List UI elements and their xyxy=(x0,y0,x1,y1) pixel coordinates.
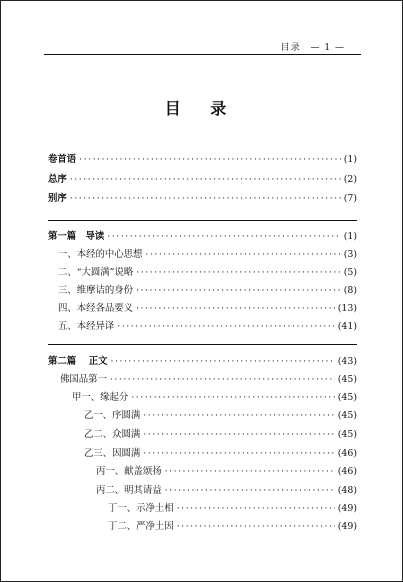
toc-entry-label: 丙一、献盖颂扬 xyxy=(96,466,162,477)
toc-entry-part2-7[interactable] xyxy=(96,485,357,497)
leader-dots xyxy=(79,154,341,166)
toc-entry-page: (45) xyxy=(337,410,357,421)
toc-entry-label: 一、本经的中心思想 xyxy=(58,249,143,260)
toc-entry-page: (45) xyxy=(337,392,357,403)
toc-entry-part2-5[interactable] xyxy=(84,448,357,460)
toc-entry-label: 五、本经异译 xyxy=(58,321,115,332)
toc-entry-label: 乙二、众圆满 xyxy=(84,429,141,440)
leader-dots xyxy=(107,231,340,243)
leader-dots xyxy=(110,374,335,386)
leader-dots xyxy=(70,174,341,186)
toc-entry-page: (5) xyxy=(343,267,357,278)
toc-entry-page: (46) xyxy=(337,448,357,459)
leader-dots xyxy=(111,356,335,368)
leader-dots xyxy=(177,503,335,515)
section-rule xyxy=(48,220,357,221)
toc-entry-page: (49) xyxy=(337,503,357,514)
running-head xyxy=(275,40,345,53)
leader-dots xyxy=(165,466,335,478)
toc-entry-label: 三、维摩诘的身份 xyxy=(58,285,134,296)
leader-dots xyxy=(136,267,341,279)
toc-entry-label: 丁二、严净土因 xyxy=(108,521,174,532)
running-head-page: — 1 — xyxy=(310,43,345,53)
toc-entry-page: (45) xyxy=(337,429,357,440)
toc-entry-label: 丙二、明其请益 xyxy=(96,485,162,496)
toc-entry-label: 别序 xyxy=(48,193,67,204)
toc-entry-front-1[interactable] xyxy=(48,154,357,166)
leader-dots xyxy=(143,429,334,441)
toc-entry-page: (49) xyxy=(337,521,357,532)
toc-entry-page: (7) xyxy=(343,193,357,204)
toc-entry-part2-9[interactable] xyxy=(108,521,357,533)
toc-entry-part2-6[interactable] xyxy=(96,466,357,478)
toc-entry-label: 二、“大圆满”说略 xyxy=(58,267,134,278)
leader-dots xyxy=(70,193,341,205)
leader-dots xyxy=(136,303,335,315)
toc-entry-part1-1[interactable] xyxy=(58,249,357,261)
toc-entry-page: (1) xyxy=(343,154,357,165)
toc-entry-part1-2[interactable] xyxy=(58,267,357,279)
toc-entry-label: 卷首语 xyxy=(48,154,77,165)
leader-dots xyxy=(165,485,335,497)
toc-entry-page: (45) xyxy=(337,374,357,385)
running-head-label: 目录 xyxy=(280,43,301,53)
toc-entry-label: 总序 xyxy=(48,174,67,185)
toc-entry-label: 乙三、因圆满 xyxy=(84,448,141,459)
toc-entry-page: (43) xyxy=(337,356,357,367)
page-title: 目 录 xyxy=(164,99,239,118)
toc-part-2-heading[interactable] xyxy=(48,356,357,368)
leader-dots xyxy=(131,392,334,404)
toc-entry-front-2[interactable] xyxy=(48,174,357,186)
leader-dots xyxy=(117,321,334,333)
toc-part-label: 第二篇 正文 xyxy=(48,356,108,367)
toc-entry-part2-1[interactable] xyxy=(60,374,357,386)
toc-entry-page: (48) xyxy=(337,485,357,496)
toc-entry-label: 乙一、序圆满 xyxy=(84,410,141,421)
toc-entry-page: (41) xyxy=(337,321,357,332)
toc-entry-page: (1) xyxy=(343,231,357,242)
toc-entry-label: 佛国品第一 xyxy=(60,374,107,385)
toc-part-1-heading[interactable] xyxy=(48,231,357,243)
toc-entry-part1-5[interactable] xyxy=(58,321,357,333)
toc-entry-page: (46) xyxy=(337,466,357,477)
leader-dots xyxy=(143,448,334,460)
toc-entry-front-3[interactable] xyxy=(48,193,357,205)
toc-entry-page: (2) xyxy=(343,174,357,185)
toc-entry-part2-4[interactable] xyxy=(84,429,357,441)
leader-dots xyxy=(143,410,334,422)
toc-entry-label: 四、本经各品要义 xyxy=(58,303,134,314)
toc-entry-page: (3) xyxy=(343,249,357,260)
toc-entry-page: (8) xyxy=(343,285,357,296)
toc-part-label: 第一篇 导读 xyxy=(48,231,105,242)
toc-entry-part2-8[interactable] xyxy=(108,503,357,515)
toc-entry-page: (13) xyxy=(337,303,357,314)
toc-entry-label: 甲一、缘起分 xyxy=(72,392,129,403)
toc-entry-part2-3[interactable] xyxy=(84,410,357,422)
leader-dots xyxy=(136,285,341,297)
leader-dots xyxy=(177,521,335,533)
toc-entry-part1-3[interactable] xyxy=(58,285,357,297)
toc-entry-part1-4[interactable] xyxy=(58,303,357,315)
leader-dots xyxy=(145,249,340,261)
section-rule xyxy=(48,344,357,345)
header-rule xyxy=(44,54,361,55)
toc-entry-part2-2[interactable] xyxy=(72,392,357,404)
toc-entry-label: 丁一、示净土相 xyxy=(108,503,174,514)
